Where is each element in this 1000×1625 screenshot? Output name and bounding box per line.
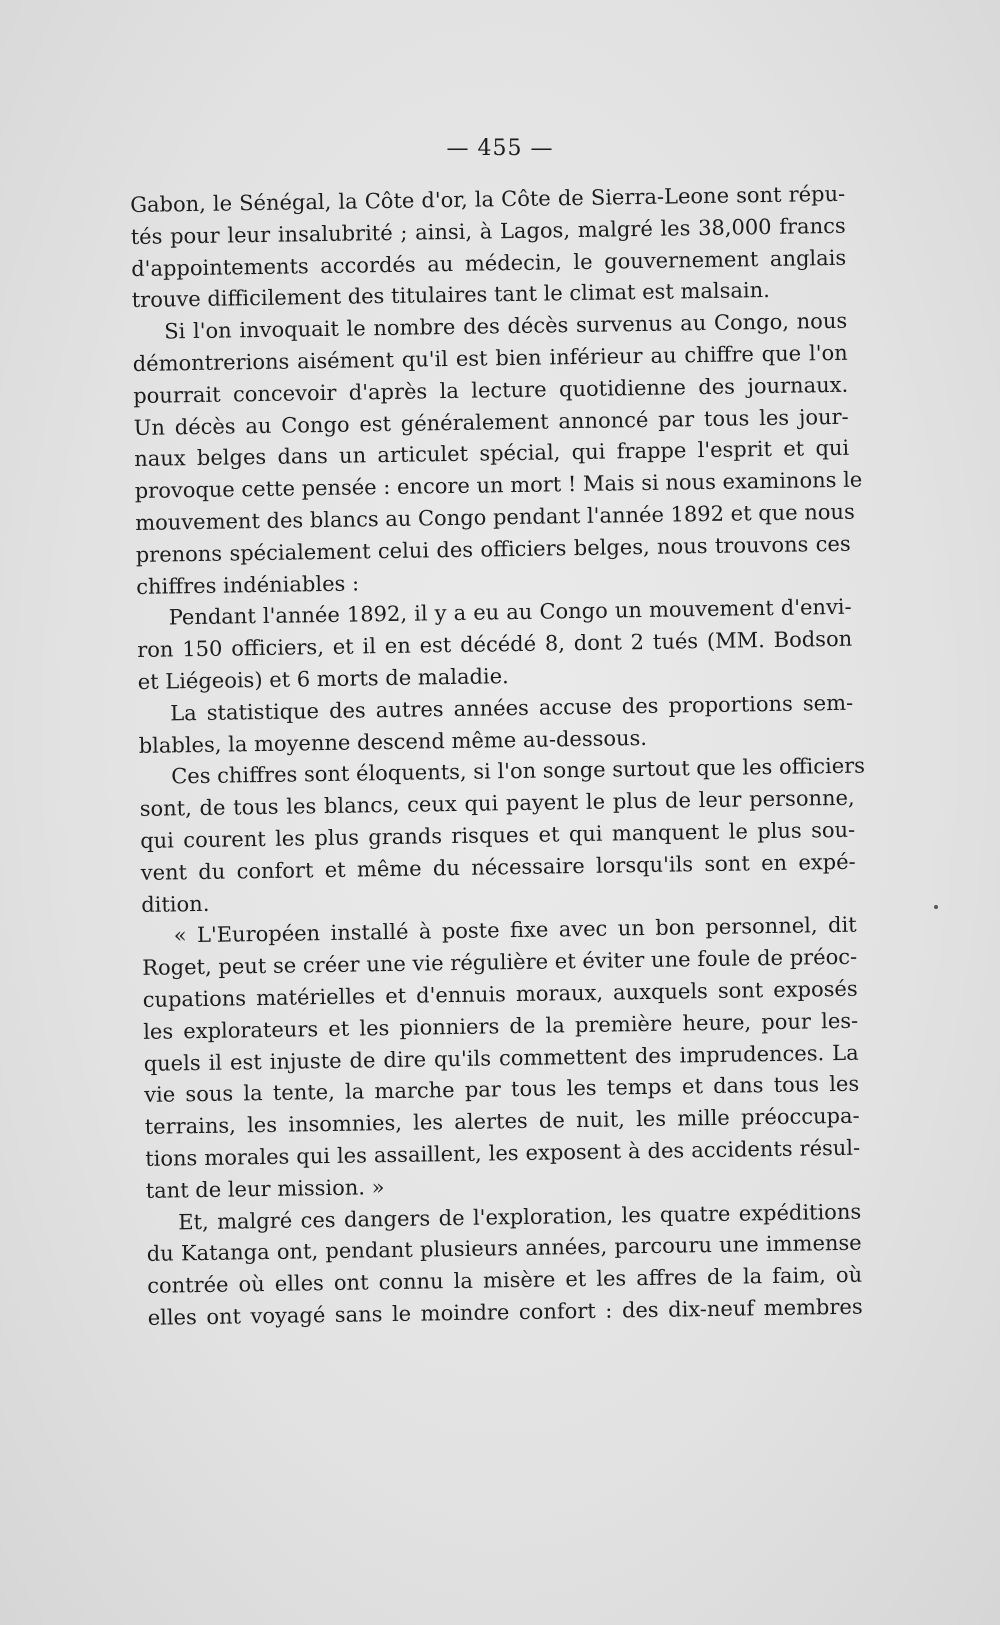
text-line: les explorateurs et les pionniers de la première heure, pour les-	[143, 1008, 859, 1044]
text-line: trouve difficilement des titulaires tant le climat est malsain.	[131, 278, 771, 313]
text-line: sont, de tous les blancs, ceux qui payent le plus de leur personne,	[139, 785, 855, 822]
text-line: ron 150 officiers, et il en est décédé 8, dont 2 tués (MM. Bodson	[137, 626, 853, 663]
text-line: quels il est injuste de dire qu'ils commettent des imprudences. La	[143, 1040, 859, 1076]
text-line: démontrerions aisément qu'il est bien inférieur au chiffre que l'on	[132, 340, 848, 376]
text-line: vent du confort et même du nécessaire lorsqu'ils sont en expé-	[140, 849, 856, 885]
text-line: elles ont voyagé sans le moindre confort : des dix-neuf membres	[147, 1294, 863, 1330]
body-text	[130, 179, 866, 1335]
text-line: tant de leur mission. »	[145, 1174, 385, 1203]
text-line: pourrait concevoir d'après la lecture quotidienne des journaux.	[133, 372, 849, 408]
text-line: dition.	[141, 891, 210, 917]
text-line: provoque cette pensée : encore un mort ! Mais si nous examinons le	[134, 467, 863, 504]
text-line: Gabon, le Sénégal, la Côte d'or, la Côte de Sierra-Leone sont répu-	[130, 181, 846, 217]
text-line: qui courent les plus grands risques et qui manquent le plus sou-	[140, 817, 856, 853]
text-line: terrains, les insomnies, les alertes de nuit, les mille préoccupa-	[144, 1103, 860, 1139]
text-line: Et, malgré ces dangers de l'exploration, les quatre expéditions	[178, 1199, 862, 1234]
text-line: du Katanga ont, pendant plusieurs années, parcouru une immense	[146, 1230, 862, 1267]
text-line: prenons spécialement celui des officiers belges, nous trouvons ces	[135, 531, 851, 567]
text-line: tions morales qui les assaillent, les exposent à des accidents résul-	[145, 1135, 861, 1171]
text-line: naux belges dans un articulet spécial, qui frappe l'esprit et qui	[134, 436, 850, 472]
text-line: Ces chiffres sont éloquents, si l'on songe surtout que les officiers	[171, 753, 866, 789]
text-line: La statistique des autres années accuse des proportions sem-	[170, 690, 854, 726]
text-line: tés pour leur insalubrité ; ainsi, à Lagos, malgré les 38,000 francs	[130, 213, 846, 249]
text-line: Roget, peut se créer une vie régulière et éviter une foule de préoc-	[142, 944, 858, 981]
text-line: blables, la moyenne descend même au-dessous.	[138, 725, 648, 758]
text-line: Pendant l'année 1892, il y a eu au Congo un mouvement d'envi-	[168, 595, 852, 630]
margin-speck	[934, 905, 938, 909]
text-line: Si l'on invoquait le nombre des décès survenus au Congo, nous	[164, 308, 848, 344]
text-line: et Liégeois) et 6 morts de maladie.	[137, 664, 509, 694]
page-number: — 455 —	[446, 136, 554, 161]
text-line: cupations matérielles et d'ennuis moraux, auxquels sont exposés	[142, 976, 858, 1012]
text-line: mouvement des blancs au Congo pendant l'année 1892 et que nous	[135, 499, 855, 535]
text-line: vie sous la tente, la marche par tous les temps et dans tous les	[144, 1071, 860, 1108]
text-line: Un décès au Congo est généralement annoncé par tous les jour-	[133, 404, 849, 440]
text-line: « L'Européen installé à poste fixe avec un bon personnel, dit	[173, 913, 857, 948]
text-line: chiffres indéniables :	[136, 571, 360, 599]
text-line: contrée où elles ont connu la misère et les affres de la faim, où	[147, 1262, 863, 1298]
text-line: d'appointements accordés au médecin, le gouvernement anglais	[131, 245, 847, 281]
